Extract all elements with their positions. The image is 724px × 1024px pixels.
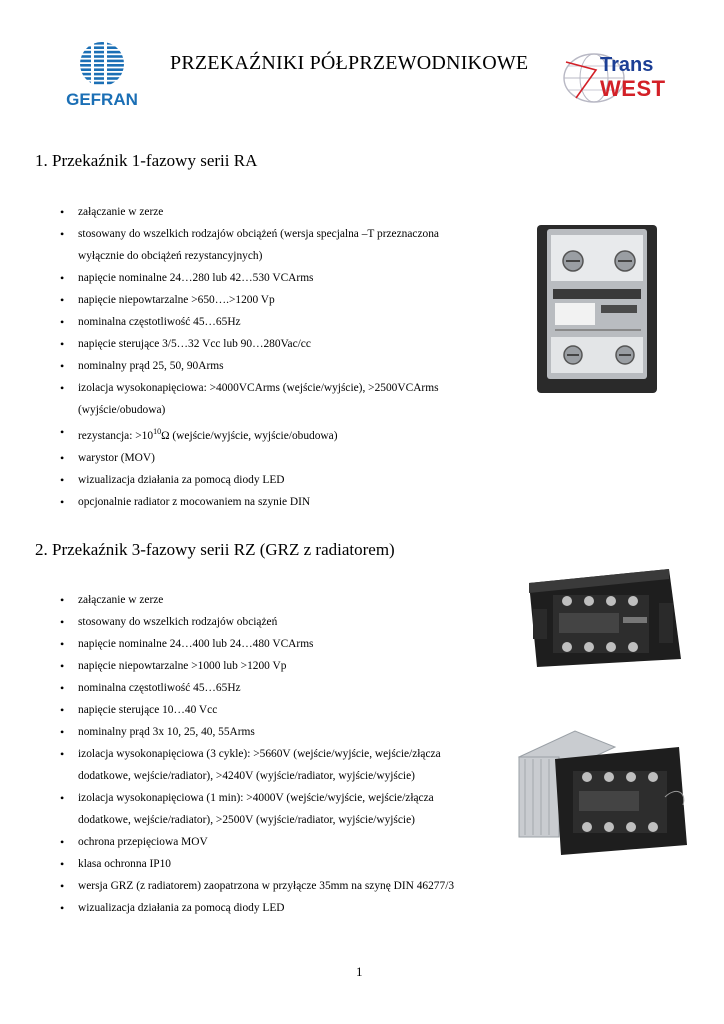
list-item: • stosowany do wszelkich rodzajów obciążeń (wersja specjalna –T przeznaczona xyxy=(0,223,508,245)
resistance-exponent: 10 xyxy=(153,427,162,436)
list-item-continuation: wyłącznie do obciążeń rezystancyjnych) xyxy=(78,250,263,262)
list-item-continuation: dodatkowe, wejście/radiator), >4240V (wyjście/radiator, wyjście/wyjście) xyxy=(78,770,415,782)
list-item: • nominalna częstotliwość 45…65Hz xyxy=(0,311,508,333)
relay-rz-image xyxy=(519,563,687,671)
list-item: • izolacja wysokonapięciowa: >4000VCArms (wejście/wyjście), >2500VCArms xyxy=(0,377,508,399)
transwest-logo-west: WEST xyxy=(600,76,666,101)
section-2-title: 2. Przekaźnik 3-fazowy serii RZ (GRZ z radiatorem) xyxy=(35,540,395,559)
gefran-logo xyxy=(50,40,154,108)
transwest-logo-trans: Trans xyxy=(600,54,654,76)
list-item: • nominalna częstotliwość 45…65Hz xyxy=(0,677,508,699)
section-1-title: 1. Przekaźnik 1-fazowy serii RA xyxy=(35,151,258,170)
list-item: • napięcie niepowtarzalne >1000 lub >1200 Vp xyxy=(0,655,508,677)
list-item: • napięcie niepowtarzalne >650….>1200 Vp xyxy=(0,289,508,311)
list-item: • stosowany do wszelkich rodzajów obciążeń xyxy=(0,611,508,633)
section-1-feature-list xyxy=(0,201,508,513)
resistance-label: rezystancja: >10 xyxy=(78,429,154,442)
list-item: • wizualizacja działania za pomocą diody LED xyxy=(0,897,508,919)
list-item: • izolacja wysokonapięciowa (3 cykle): >5660V (wejście/wyjście, wejście/złącza xyxy=(0,743,508,765)
list-item: • napięcie nominalne 24…400 lub 24…480 VCArms xyxy=(0,633,508,655)
page-header xyxy=(0,0,724,130)
list-item: • wersja GRZ (z radiatorem) zaopatrzona w przyłącze 35mm na szynę DIN 46277/3 xyxy=(0,875,508,897)
list-item: • załączanie w zerze xyxy=(0,589,508,611)
page-number: 1 xyxy=(356,964,363,979)
list-item: • napięcie nominalne 24…280 lub 42…530 VCArms xyxy=(0,267,508,289)
list-item: • ochrona przepięciowa MOV xyxy=(0,831,508,853)
resistance-detail: Ω (wejście/wyjście, wyjście/obudowa) xyxy=(161,429,338,442)
list-item-resistance xyxy=(0,421,508,447)
list-item: • opcjonalnie radiator z mocowaniem na szynie DIN xyxy=(0,491,508,513)
relay-grz-heatsink-image xyxy=(515,727,695,859)
document-title: PRZEKAŹNIKI PÓŁPRZEWODNIKOWE xyxy=(170,52,529,74)
transwest-logo xyxy=(560,48,688,108)
relay-ra-image xyxy=(533,221,661,397)
list-item: • nominalny prąd 3x 10, 25, 40, 55Arms xyxy=(0,721,508,743)
section-2-feature-list xyxy=(0,589,508,919)
list-item: • klasa ochronna IP10 xyxy=(0,853,508,875)
list-item: • napięcie sterujące 10…40 Vcc xyxy=(0,699,508,721)
list-item-continuation: (wyjście/obudowa) xyxy=(78,404,166,416)
gefran-logo-text: GEFRAN xyxy=(66,90,138,108)
list-item: • załączanie w zerze xyxy=(0,201,508,223)
list-item: • nominalny prąd 25, 50, 90Arms xyxy=(0,355,508,377)
list-item: • napięcie sterujące 3/5…32 Vcc lub 90…280Vac/cc xyxy=(0,333,508,355)
list-item-continuation: dodatkowe, wejście/radiator), >2500V (wyjście/radiator, wyjście/wyjście) xyxy=(78,814,415,826)
list-item: • wizualizacja działania za pomocą diody LED xyxy=(0,469,508,491)
list-item: • izolacja wysokonapięciowa (1 min): >4000V (wejście/wyjście, wejście/złącza xyxy=(0,787,508,809)
list-item: • warystor (MOV) xyxy=(0,447,508,469)
